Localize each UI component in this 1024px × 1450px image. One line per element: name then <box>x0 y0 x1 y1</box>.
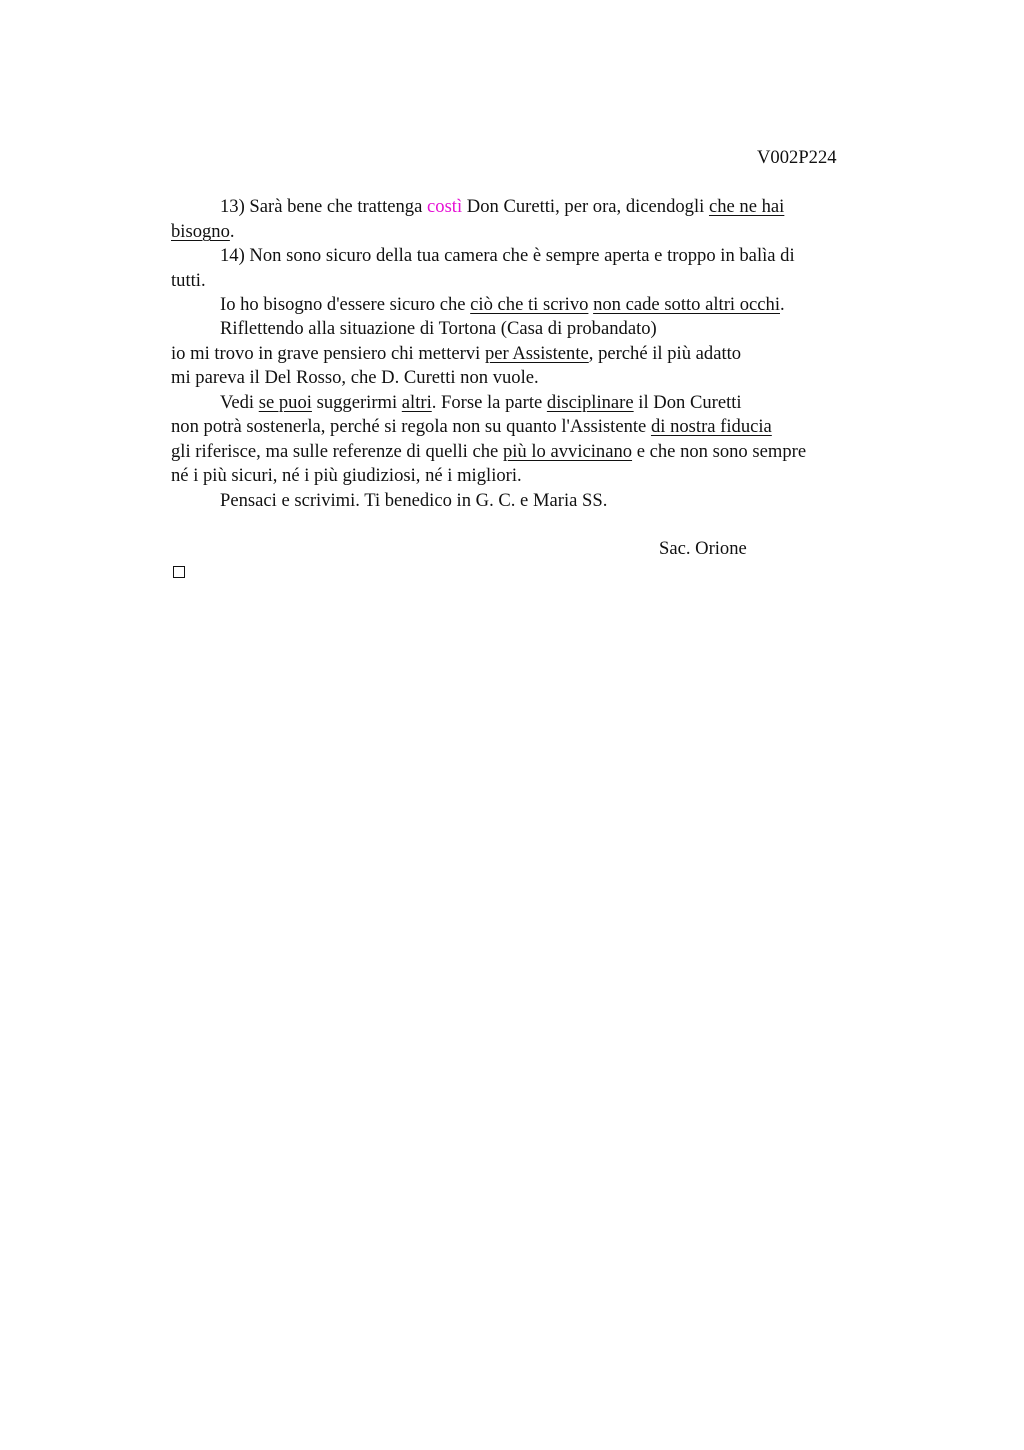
text-run: né i più sicuri, né i più giudiziosi, né i migliori. <box>171 465 522 486</box>
underlined-text: per Assistente <box>484 343 589 364</box>
underlined-text: che ne hai <box>708 196 785 217</box>
underlined-text: ciò che ti scrivo <box>470 294 589 315</box>
text-run: Riflettendo alla situazione di Tortona (Casa di probandato) <box>220 318 657 339</box>
underlined-text: disciplinare <box>546 392 634 413</box>
paragraph-line <box>220 293 785 317</box>
text-run: e che non sono sempre <box>632 441 807 462</box>
text-run: suggerirmi <box>311 392 402 413</box>
text-run: mi pareva il Del Rosso, che D. Curetti non vuole. <box>171 367 539 388</box>
text-run: , perché il più adatto <box>588 343 742 364</box>
paragraph-line <box>171 366 539 390</box>
paragraph-line <box>171 342 741 366</box>
text-run: tutti. <box>171 270 206 291</box>
text-run: . <box>780 294 785 315</box>
underlined-text: altri <box>401 392 432 413</box>
paragraph-line <box>171 464 522 488</box>
text-run: io mi trovo in grave pensiero chi mettervi <box>171 343 485 364</box>
highlighted-word: costì <box>427 196 463 217</box>
underlined-text: bisogno <box>171 221 230 242</box>
paragraph-line <box>220 489 607 513</box>
text-run: Vedi <box>220 392 259 413</box>
text-run: Io ho bisogno d'essere sicuro che <box>220 294 471 315</box>
paragraph-line <box>220 391 742 415</box>
paragraph-14-line-2 <box>171 269 206 293</box>
text-run: 14) Non sono sicuro della tua camera che è sempre aperta e troppo in balìa di <box>220 245 795 266</box>
paragraph-line <box>220 317 657 341</box>
paragraph-13-line-1 <box>220 195 784 219</box>
text-run: non potrà sostenerla, perché si regola non su quanto l'Assistente <box>171 416 651 437</box>
text-run: gli riferisce, ma sulle referenze di quelli che <box>171 441 503 462</box>
text-run: . <box>229 221 235 242</box>
paragraph-line <box>171 440 806 464</box>
signature: Sac. Orione <box>659 538 747 559</box>
paragraph-13-line-2 <box>171 220 235 244</box>
text-run: 13) Sarà bene che trattenga <box>220 196 428 217</box>
text-run: il Don Curetti <box>633 392 742 413</box>
text-run: . Forse la parte <box>431 392 547 413</box>
empty-checkbox-glyph <box>173 566 185 578</box>
paragraph-14-line-1 <box>220 244 795 268</box>
paragraph-line <box>171 415 772 439</box>
underlined-text: se puoi <box>258 392 312 413</box>
underlined-text: di nostra fiducia <box>650 416 772 437</box>
underlined-text: non cade sotto altri occhi <box>593 294 780 315</box>
underlined-text: più lo avvicinano <box>502 441 633 462</box>
text-run: Pensaci e scrivimi. Ti benedico in G. C. e Maria SS. <box>220 490 608 511</box>
text-run: Don Curetti, per ora, dicendogli <box>462 196 709 217</box>
page-identifier: V002P224 <box>757 147 837 168</box>
